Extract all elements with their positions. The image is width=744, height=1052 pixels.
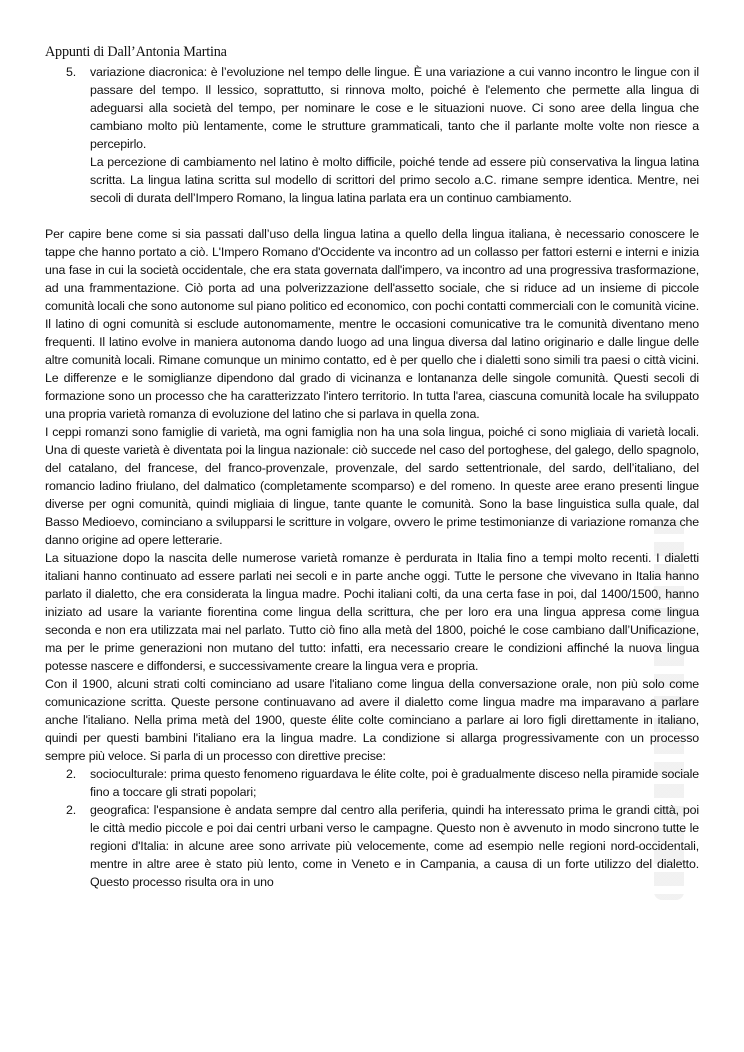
body-paragraph: Con il 1900, alcuni strati colti cominciano ad usare l'italiano come lingua della conversazione orale, non più solo come comunicazione scritta. Queste persone continuavano ad avere il dialetto come lingua madre ma imparavano a parlare anche l'italiano. Nella prima metà del 1900, queste élite colte cominciano a parlare ai loro figli direttamente in italiano, quindi per questi bambini l'italiano era la lingua madre. La condizione si allarga progressivamente con un processo sempre più veloce. Si parla di un processo con direttive precise:	[45, 677, 699, 763]
paragraph-spacer	[45, 207, 699, 225]
document-page	[45, 43, 699, 891]
list-number: 2.	[66, 803, 77, 817]
list-text: socioculturale: prima questo fenomeno riguardava le élite colte, poi è gradualmente disceso nella piramide sociale fino a toccare gli strati popolari;	[90, 767, 699, 799]
variation-list	[45, 63, 699, 207]
direction-list	[45, 765, 699, 891]
body-paragraph: I ceppi romanzi sono famiglie di varietà, ma ogni famiglia non ha una sola lingua, poiché ci sono migliaia di varietà locali. Una di queste varietà è diventata poi la lingua nazionale: ciò succede nel caso del portoghese, del galego, dello spagnolo, del catalano, del francese, del franco-provenzale, provenzale, del sardo settentrionale, del sardo, dell’italiano, del romancio ladino friulano, del dalmatico (completamente scomparso) e del romeno. In queste aree erano presenti lingue diverse per ogni comunità, quindi migliaia di lingue, tante quante le comunità. Sono la base linguistica sulla quale, dal Basso Medioevo, cominciano a svilupparsi le scritture in volgare, ovvero le prime testimonianze di variazione romanza che danno origine ad opere letterarie.	[45, 425, 699, 547]
list-paragraph: La percezione di cambiamento nel latino è molto difficile, poiché tende ad essere più conservativa la lingua latina scritta. La lingua latina scritta sul modello di scrittori del primo secolo a.C. rimane sempre identica. Mentre, nei secoli di durata dell’Impero Romano, la lingua latina parlata era un continuo cambiamento.	[90, 155, 699, 205]
list-number: 2.	[66, 767, 77, 781]
list-number: 5.	[66, 65, 77, 79]
body-paragraph: La situazione dopo la nascita delle numerose varietà romanze è perdurata in Italia fino a tempi molto recenti. I dialetti italiani hanno continuato ad essere parlati nei secoli e in parte anche oggi. Tutte le persone che vivevano in Italia hanno parlato il dialetto, che era considerata la lingua madre. Pochi italiani colti, da una certa fase in poi, dal 1400/1500, hanno iniziato ad usare la variante fiorentina come lingua della scrittura, che per loro era una lingua appresa come lingua seconda e non era utilizzata mai nel parlato. Tutto ciò fino alla metà del 1800, poiché le cose cambiano dall’Unificazione, ma per le prime generazioni non mutano del tutto: infatti, era necessario creare le condizioni affinché la nuova lingua potesse nascere e diffondersi, e successivamente creare la lingua vera e propria.	[45, 551, 699, 673]
list-text: geografica: l'espansione è andata sempre dal centro alla periferia, quindi ha interessato prima le grandi città, poi le città medio piccole e poi dai centri urbani verso le campagne. Questo non è avvenuto in modo sincrono tutte le regioni d'Italia: in alcune aree sono arrivate più velocemente, come ad esempio nelle regioni nord-occidentali, mentre in altre aree è stato più lento, come in Veneto e in Campania, a causa di un forte utilizzo del dialetto. Questo processo risulta ora in uno	[90, 803, 699, 889]
list-item-diachronic	[45, 63, 699, 207]
list-item-socioculturale	[45, 765, 699, 801]
body-paragraph: Per capire bene come si sia passati dall’uso della lingua latina a quello della lingua italiana, è necessario conoscere le tappe che hanno portato a ciò. L'Impero Romano d'Occidente va incontro ad un collasso per fattori esterni e interni e inizia una fase in cui la società occidentale, che era stata governata dall'impero, va incontro ad una progressiva trasformazione, ad una frammentazione. Ciò porta ad una polverizzazione dell'assetto sociale, che si riduce ad un insieme di piccole comunità locali che sono autonome sul piano politico ed economico, con pochi contatti commerciali con le comunità vicine. Il latino di ogni comunità si esclude autonomamente, mentre le occasioni comunicative tra le comunità diventano meno frequenti. Il latino evolve in maniera autonoma dando luogo ad una lingua diversa dal latino originario e dalle lingue delle altre comunità locali. Rimane comunque un minimo contatto, ed è per quello che i dialetti sono simili tra paesi o città vicini. Le differenze e le somiglianze dipendono dal grado di vicinanza e lontananza delle singole comunità. Questi secoli di formazione sono un processo che ha caratterizzato l'intero territorio. In tutta l'area, ciascuna comunità locale ha sviluppato una propria varietà romanza di evoluzione del latino che si parlava in quella zona.	[45, 227, 699, 421]
list-paragraph: variazione diacronica: è l’evoluzione nel tempo delle lingue. È una variazione a cui vanno incontro le lingue con il passare del tempo. Il lessico, soprattutto, si rinnova molto, poiché è l'elemento che permette alla lingua di adeguarsi alla società del tempo, per nominare le cose e le situazioni nuove. Ci sono aree della lingua che cambiano molto più lentamente, come le strutture grammaticali, tanto che il parlante molte volte non riesce a percepirlo.	[90, 65, 699, 151]
document-header: Appunti di Dall’Antonia Martina	[45, 44, 227, 60]
list-item-geografica	[45, 801, 699, 891]
